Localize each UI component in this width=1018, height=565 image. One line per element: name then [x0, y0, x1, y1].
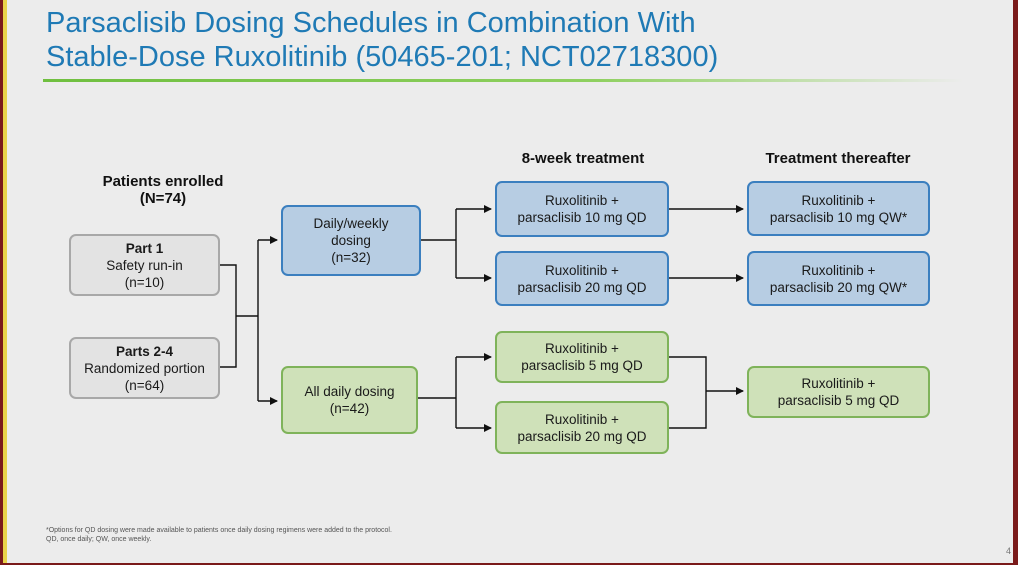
- daily-weekly-n: (n=32): [331, 250, 371, 265]
- footnote: [46, 526, 392, 544]
- title-line-2: Stable-Dose Ruxolitinib (50465-201; NCT02718300): [46, 41, 719, 73]
- after-10mg-qw-box: [747, 181, 930, 236]
- treat-5mg-qd-line2: parsaclisib 5 mg QD: [521, 358, 643, 373]
- title-line-1: Parsaclisib Dosing Schedules in Combination With: [46, 7, 696, 39]
- after-5mg-qd-line2: parsaclisib 5 mg QD: [777, 393, 900, 408]
- thereafter-header: Treatment thereafter: [765, 150, 911, 167]
- parts24-box: [69, 337, 220, 399]
- after-20mg-qw-box: [747, 251, 930, 306]
- treat-10mg-qd-line1: Ruxolitinib +: [545, 193, 619, 208]
- footnote-line2: QD, once daily; QW, once weekly.: [46, 536, 152, 543]
- part1-box: [69, 234, 220, 296]
- treat-10mg-qd-line2: parsaclisib 10 mg QD: [517, 210, 647, 225]
- enrolled-header-count: (N=74): [139, 190, 187, 207]
- daily-weekly-box: [281, 205, 421, 276]
- all-daily-line1: All daily dosing: [304, 384, 395, 399]
- treat-5mg-qd-line1: Ruxolitinib +: [545, 341, 619, 356]
- daily-weekly-line1: Daily/weekly: [313, 216, 389, 231]
- treat-5mg-qd-box: [495, 331, 669, 383]
- eight-week-header: 8-week treatment: [521, 150, 645, 167]
- slide: [3, 0, 1013, 563]
- after-5mg-qd-line1: Ruxolitinib +: [801, 376, 876, 391]
- enrolled-header-label: Patients enrolled: [102, 173, 224, 190]
- treat-20mg-qd-green-line1: Ruxolitinib +: [545, 411, 619, 427]
- treat-20mg-qd-green-line2: parsaclisib 20 mg QD: [517, 428, 647, 444]
- footnote-line1: *Options for QD dosing were made available to patients once daily dosing regimens were added to the protocol.: [46, 527, 392, 534]
- after-10mg-qw-line1: Ruxolitinib +: [801, 192, 876, 208]
- parts24-name: Parts 2-4: [115, 343, 174, 359]
- treat-20mg-qd-blue-line1: Ruxolitinib +: [545, 262, 619, 278]
- treat-10mg-qd-box: [495, 181, 669, 237]
- enrolled-header: [63, 173, 263, 207]
- page-number: 4: [1005, 546, 1011, 556]
- parts24-desc: Randomized portion: [84, 360, 205, 376]
- parts24-n: (n=64): [124, 377, 165, 393]
- treat-20mg-qd-blue-line2: parsaclisib 20 mg QD: [517, 279, 647, 295]
- after-5mg-qd-box: [747, 366, 930, 418]
- after-10mg-qw-line2: parsaclisib 10 mg QW*: [769, 209, 908, 225]
- treat-20mg-qd-green-box: [495, 401, 669, 454]
- daily-weekly-line2: dosing: [331, 233, 371, 248]
- treat-20mg-qd-blue-box: [495, 251, 669, 306]
- all-daily-box: [281, 366, 418, 434]
- after-20mg-qw-line1: Ruxolitinib +: [801, 262, 876, 278]
- after-20mg-qw-line2: parsaclisib 20 mg QW*: [769, 279, 908, 295]
- part1-name: Part 1: [125, 240, 164, 256]
- part1-desc: Safety run-in: [106, 257, 183, 273]
- part1-n: (n=10): [124, 274, 165, 290]
- all-daily-n: (n=42): [329, 401, 370, 416]
